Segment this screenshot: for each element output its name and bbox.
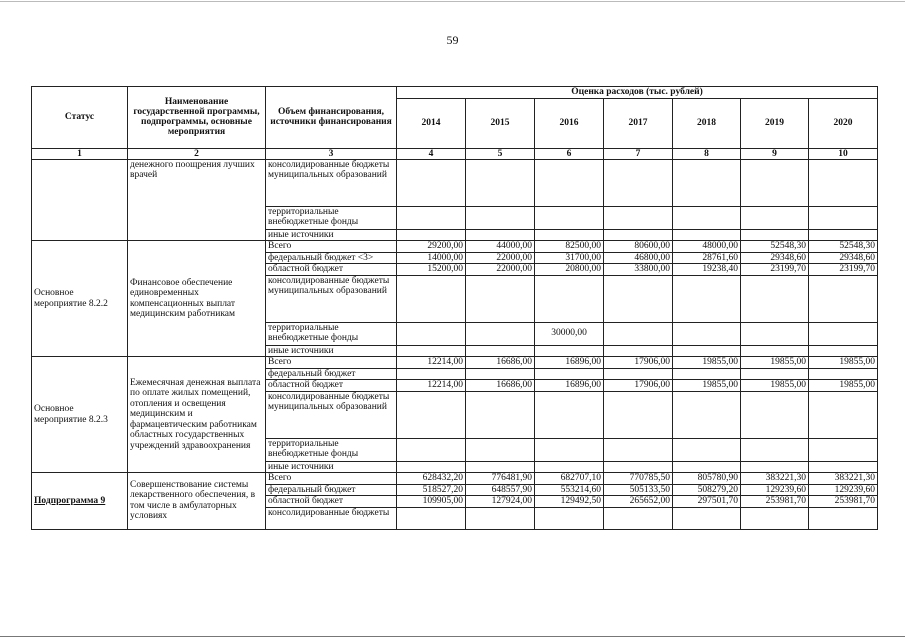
column-index: 4 [397, 148, 466, 159]
value-cell: 508279,20 [673, 484, 741, 496]
value-cell: 129239,60 [809, 484, 878, 496]
value-cell [604, 461, 673, 473]
value-cell [397, 159, 466, 206]
budget-table [31, 86, 878, 530]
value-cell: 82500,00 [535, 241, 604, 253]
header-year: 2019 [741, 98, 809, 148]
value-cell [673, 507, 741, 529]
value-cell: 648557,90 [466, 484, 535, 496]
value-cell [535, 461, 604, 473]
value-cell: 129492,50 [535, 496, 604, 508]
funding-source-cell: иные источники [266, 345, 397, 357]
value-cell [466, 368, 535, 380]
value-cell [809, 206, 878, 229]
value-cell: 30000,00 [535, 322, 604, 345]
value-cell [535, 206, 604, 229]
value-cell: 297501,70 [673, 496, 741, 508]
value-cell [535, 345, 604, 357]
value-cell: 29348,60 [809, 252, 878, 264]
value-cell [809, 345, 878, 357]
funding-source-cell: территориальные внебюджетные фонды [266, 322, 397, 345]
program-name-cell: денежного поощрения лучших врачей [128, 159, 266, 241]
funding-source-cell: консолидированные бюджеты муниципальных образований [266, 159, 397, 206]
value-cell: 518527,20 [397, 484, 466, 496]
value-cell [809, 391, 878, 438]
value-cell: 19238,40 [673, 264, 741, 276]
header-index-row [32, 148, 878, 159]
value-cell [741, 391, 809, 438]
header-year: 2017 [604, 98, 673, 148]
value-cell [741, 322, 809, 345]
value-cell [809, 507, 878, 529]
value-cell [535, 391, 604, 438]
funding-source-cell: консолидированные бюджеты муниципальных образований [266, 391, 397, 438]
funding-source-cell: Всего [266, 357, 397, 369]
header-year: 2020 [809, 98, 878, 148]
funding-source-cell: иные источники [266, 229, 397, 241]
value-cell [809, 275, 878, 322]
value-cell [397, 507, 466, 529]
value-cell [604, 229, 673, 241]
value-cell: 29348,60 [741, 252, 809, 264]
funding-source-cell: федеральный бюджет [266, 368, 397, 380]
value-cell [741, 206, 809, 229]
funding-source-cell: иные источники [266, 461, 397, 473]
value-cell [466, 229, 535, 241]
value-cell: 129239,60 [741, 484, 809, 496]
column-index: 3 [266, 148, 397, 159]
value-cell: 19855,00 [809, 357, 878, 369]
header-volume: Объем финансирования, источники финансирования [266, 87, 397, 149]
value-cell [809, 438, 878, 461]
funding-source-cell: Всего [266, 473, 397, 485]
value-cell: 23199,70 [741, 264, 809, 276]
value-cell: 553214,60 [535, 484, 604, 496]
value-cell [673, 368, 741, 380]
funding-source-cell: областной бюджет [266, 496, 397, 508]
column-index: 2 [128, 148, 266, 159]
value-cell [673, 438, 741, 461]
funding-source-cell: федеральный бюджет [266, 484, 397, 496]
value-cell [809, 461, 878, 473]
value-cell [466, 206, 535, 229]
value-cell [466, 461, 535, 473]
funding-source-cell: федеральный бюджет <3> [266, 252, 397, 264]
value-cell: 19855,00 [741, 380, 809, 392]
funding-source-cell: консолидированные бюджеты [266, 507, 397, 529]
value-cell [466, 322, 535, 345]
value-cell: 80600,00 [604, 241, 673, 253]
value-cell: 46800,00 [604, 252, 673, 264]
value-cell [809, 229, 878, 241]
table-row [32, 241, 878, 253]
value-cell: 31700,00 [535, 252, 604, 264]
column-index: 10 [809, 148, 878, 159]
value-cell [466, 507, 535, 529]
value-cell [673, 345, 741, 357]
value-cell: 29200,00 [397, 241, 466, 253]
value-cell [397, 368, 466, 380]
column-index: 6 [535, 148, 604, 159]
value-cell [397, 345, 466, 357]
value-cell [604, 438, 673, 461]
header-year: 2016 [535, 98, 604, 148]
value-cell [535, 275, 604, 322]
value-cell: 127924,00 [466, 496, 535, 508]
value-cell: 16686,00 [466, 357, 535, 369]
value-cell: 12214,00 [397, 357, 466, 369]
value-cell [466, 275, 535, 322]
column-index: 9 [741, 148, 809, 159]
table-row [32, 159, 878, 206]
value-cell [604, 275, 673, 322]
value-cell: 17906,00 [604, 357, 673, 369]
value-cell: 12214,00 [397, 380, 466, 392]
value-cell [809, 322, 878, 345]
funding-source-cell: территориальные внебюджетные фонды [266, 206, 397, 229]
value-cell: 776481,90 [466, 473, 535, 485]
funding-source-cell: Всего [266, 241, 397, 253]
funding-source-cell: областной бюджет [266, 264, 397, 276]
value-cell: 22000,00 [466, 264, 535, 276]
value-cell [741, 159, 809, 206]
program-name-cell: Ежемесячная денежная выплата по оплате жилых помещений, отопления и освещения медицинским и фармацевтическим работникам областных государственных учреждений здравоохранения [128, 357, 266, 473]
value-cell [466, 345, 535, 357]
value-cell [466, 391, 535, 438]
value-cell [673, 275, 741, 322]
value-cell: 52548,30 [741, 241, 809, 253]
value-cell [604, 206, 673, 229]
status-cell [32, 159, 128, 241]
value-cell: 14000,00 [397, 252, 466, 264]
value-cell [741, 368, 809, 380]
value-cell: 16896,00 [535, 357, 604, 369]
value-cell: 28761,60 [673, 252, 741, 264]
value-cell: 16686,00 [466, 380, 535, 392]
value-cell [535, 229, 604, 241]
value-cell [397, 391, 466, 438]
value-cell: 17906,00 [604, 380, 673, 392]
table-row [32, 357, 878, 369]
value-cell: 48000,00 [673, 241, 741, 253]
header-year: 2015 [466, 98, 535, 148]
value-cell: 15200,00 [397, 264, 466, 276]
page-number: 59 [446, 33, 459, 47]
value-cell [535, 368, 604, 380]
header-row-1 [32, 87, 878, 99]
value-cell [535, 159, 604, 206]
value-cell: 52548,30 [809, 241, 878, 253]
value-cell: 19855,00 [809, 380, 878, 392]
status-cell: Подпрограмма 9 [32, 473, 128, 530]
value-cell: 44000,00 [466, 241, 535, 253]
value-cell [604, 368, 673, 380]
value-cell [809, 159, 878, 206]
value-cell [741, 345, 809, 357]
value-cell [604, 159, 673, 206]
value-cell [673, 229, 741, 241]
value-cell [673, 159, 741, 206]
value-cell: 19855,00 [741, 357, 809, 369]
header-status: Статус [32, 87, 128, 149]
value-cell [741, 461, 809, 473]
value-cell [673, 322, 741, 345]
header-name: Наименование государственной программы, подпрограммы, основные мероприятия [128, 87, 266, 149]
value-cell: 253981,70 [809, 496, 878, 508]
program-name-cell: Финансовое обеспечение единовременных компенсационных выплат медицинским работникам [128, 241, 266, 357]
column-index: 8 [673, 148, 741, 159]
value-cell: 19855,00 [673, 380, 741, 392]
value-cell [535, 507, 604, 529]
funding-source-cell: областной бюджет [266, 380, 397, 392]
value-cell: 16896,00 [535, 380, 604, 392]
funding-source-cell: консолидированные бюджеты муниципальных образований [266, 275, 397, 322]
value-cell [535, 438, 604, 461]
value-cell: 20800,00 [535, 264, 604, 276]
value-cell: 383221,30 [741, 473, 809, 485]
value-cell [741, 229, 809, 241]
value-cell [604, 391, 673, 438]
program-name-cell: Совершенствование системы лекарственного обеспечения, в том числе в амбулаторных условиях [128, 473, 266, 530]
status-cell: Основное мероприятие 8.2.3 [32, 357, 128, 473]
value-cell: 33800,00 [604, 264, 673, 276]
value-cell [673, 461, 741, 473]
value-cell [673, 391, 741, 438]
value-cell [397, 322, 466, 345]
value-cell [673, 206, 741, 229]
value-cell: 383221,30 [809, 473, 878, 485]
value-cell [466, 438, 535, 461]
value-cell [397, 229, 466, 241]
header-year: 2018 [673, 98, 741, 148]
value-cell: 253981,70 [741, 496, 809, 508]
value-cell [741, 438, 809, 461]
value-cell: 505133,50 [604, 484, 673, 496]
value-cell [397, 461, 466, 473]
value-cell: 770785,50 [604, 473, 673, 485]
column-index: 5 [466, 148, 535, 159]
value-cell [466, 159, 535, 206]
value-cell [809, 368, 878, 380]
value-cell [397, 438, 466, 461]
value-cell: 805780,90 [673, 473, 741, 485]
value-cell [741, 275, 809, 322]
column-index: 1 [32, 148, 128, 159]
table-row [32, 473, 878, 485]
bottom-scan-edge [0, 636, 905, 637]
value-cell: 22000,00 [466, 252, 535, 264]
top-scan-edge [0, 1, 905, 2]
column-index: 7 [604, 148, 673, 159]
value-cell [604, 345, 673, 357]
value-cell [741, 507, 809, 529]
status-cell: Основное мероприятие 8.2.2 [32, 241, 128, 357]
value-cell [397, 206, 466, 229]
value-cell: 19855,00 [673, 357, 741, 369]
funding-source-cell: территориальные внебюджетные фонды [266, 438, 397, 461]
value-cell [604, 507, 673, 529]
value-cell [397, 275, 466, 322]
value-cell: 265652,00 [604, 496, 673, 508]
value-cell: 23199,70 [809, 264, 878, 276]
value-cell: 109905,00 [397, 496, 466, 508]
value-cell: 628432,20 [397, 473, 466, 485]
header-estimate: Оценка расходов (тыс. рублей) [397, 87, 878, 99]
value-cell: 682707,10 [535, 473, 604, 485]
header-year: 2014 [397, 98, 466, 148]
value-cell [604, 322, 673, 345]
